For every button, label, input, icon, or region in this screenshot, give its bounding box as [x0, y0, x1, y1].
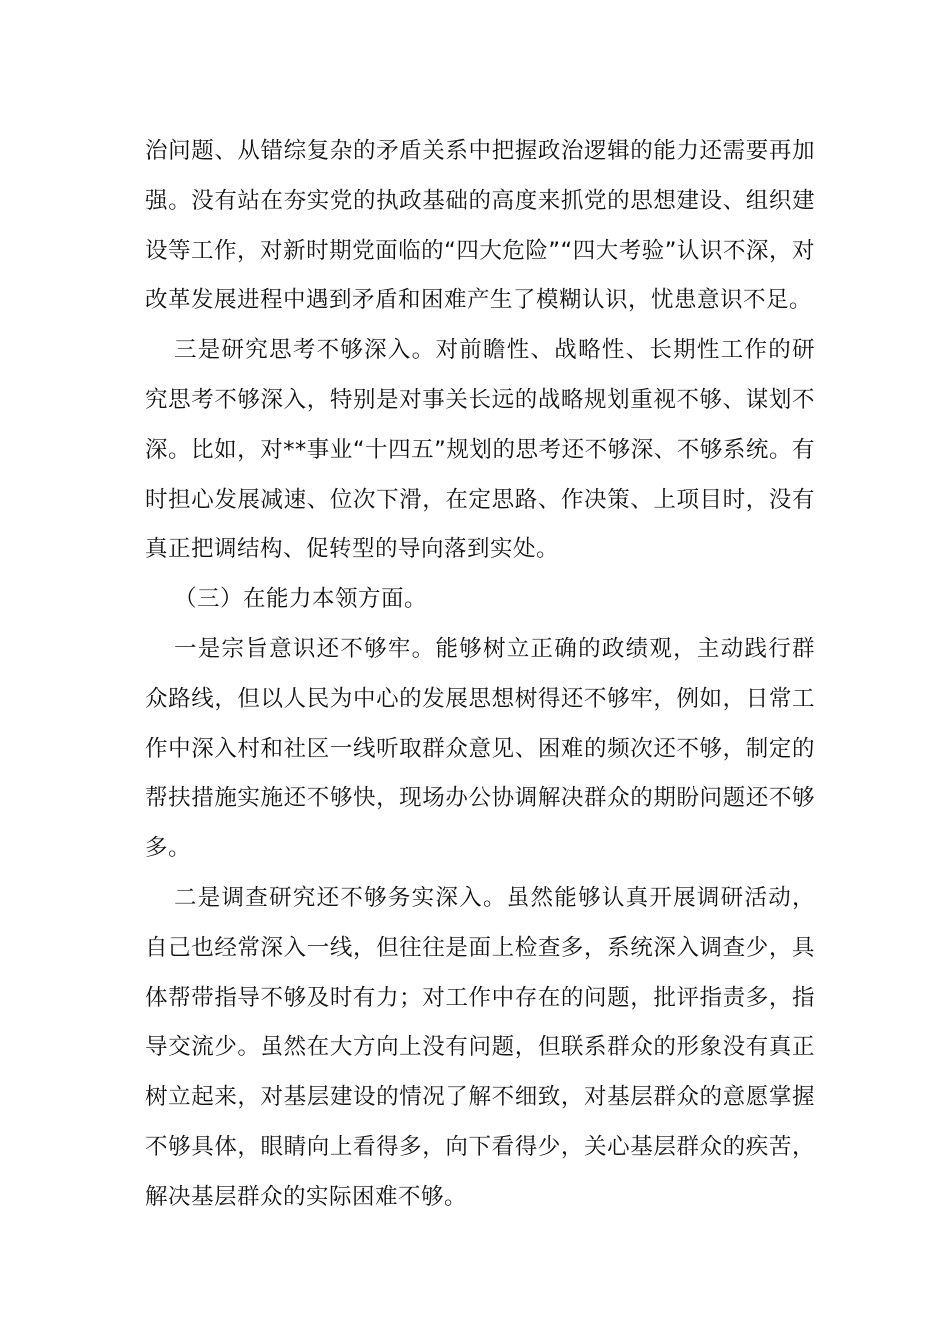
section-heading-ability: （三）在能力本领方面。	[174, 586, 428, 613]
paragraph-continuation: 治问题、从错综复杂的矛盾关系中把握政治逻辑的能力还需要再加强。没有站在夯实党的执政基础的高度来抓党的思想建设、组织建设等工作，对新时期党面临的“四大危险”“四大考验”认识不深，对改革发展进程中遇到矛盾和困难产生了模糊认识，忧患意识不足。	[145, 138, 815, 314]
paragraph-investigation-research: 二是调查研究还不够务实深入。虽然能够认真开展调研活动，自己也经常深入一线，但往往是面上检查多，系统深入调查少，具体帮带指导不够及时有力；对工作中存在的问题，批评指责多，指导交流少。虽然在大方向上没有问题，但联系群众的形象没有真正树立起来，对基层建设的情况了解不细致，对基层群众的意愿掌握不够具体，眼睛向上看得多，向下看得少，关心基层群众的疾苦，解决基层群众的实际困难不够。	[145, 884, 815, 1210]
paragraph-research-thinking: 三是研究思考不够深入。对前瞻性、战略性、长期性工作的研究思考不够深入，特别是对事关长远的战略规划重视不够、谋划不深。比如，对**事业“十四五”规划的思考还不够深、不够系统。有时担心发展减速、位次下滑，在定思路、作决策、上项目时，没有真正把调结构、促转型的导向落到实处。	[145, 337, 815, 563]
document-body	[145, 127, 815, 1223]
paragraph-purpose-awareness: 一是宗旨意识还不够牢。能够树立正确的政绩观，主动践行群众路线，但以人民为中心的发展思想树得还不够牢，例如，日常工作中深入村和社区一线听取群众意见、困难的频次还不够，制定的帮扶措施实施还不够快，现场办公协调解决群众的期盼问题还不够多。	[145, 635, 815, 862]
